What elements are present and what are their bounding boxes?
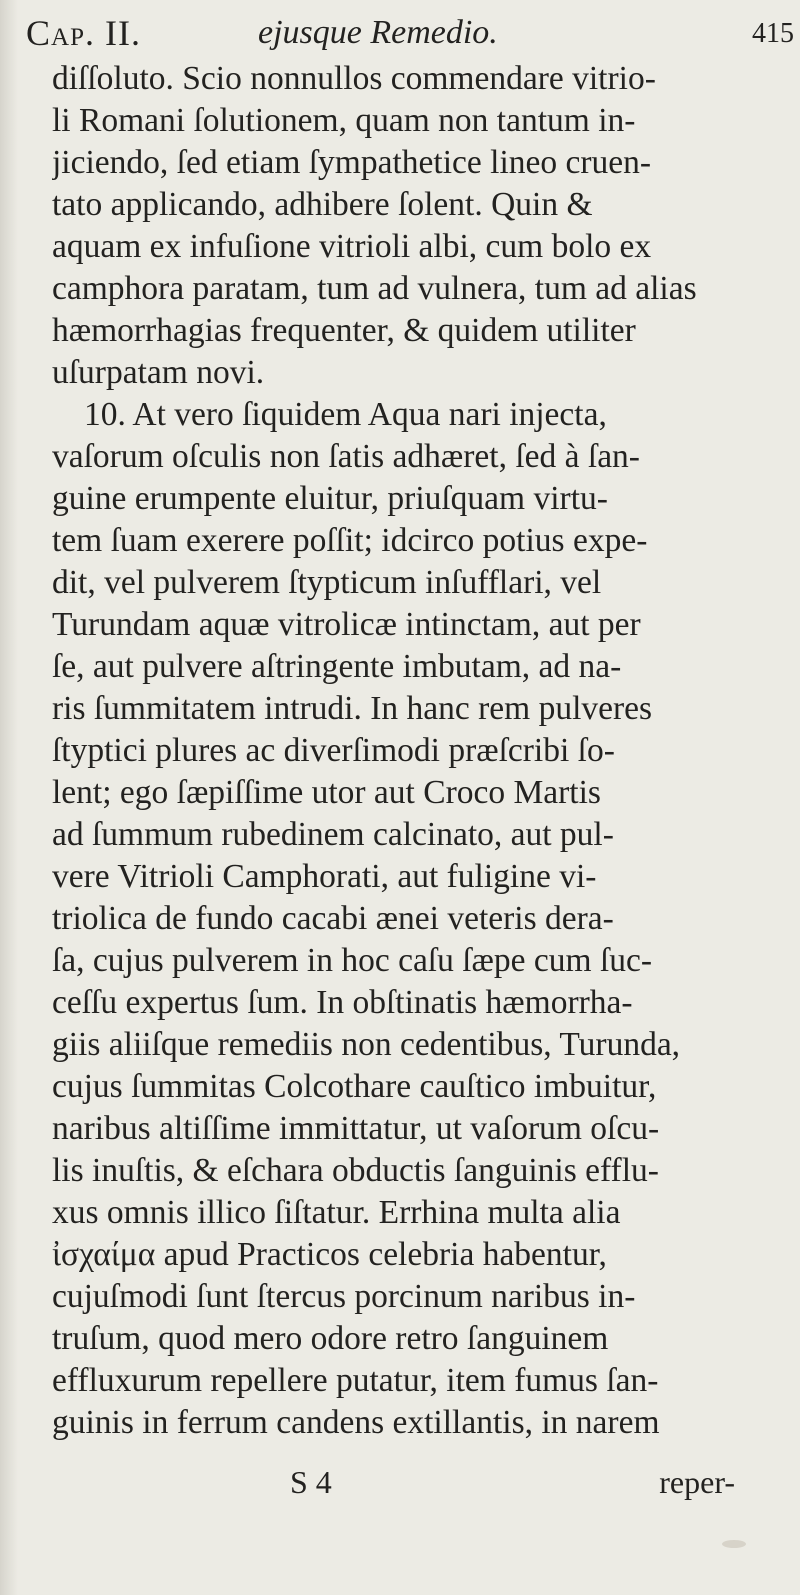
text-line: guinis in ferrum candens extillantis, in narem xyxy=(52,1404,660,1441)
text-line: xus omnis illico ſiſtatur. Errhina multa alia xyxy=(52,1194,621,1231)
paper-stain xyxy=(722,1540,746,1548)
running-title: ejusque Remedio. xyxy=(258,14,498,51)
text-line: triolica de fundo cacabi ænei veteris dera- xyxy=(52,900,614,937)
text-line: vere Vitrioli Camphorati, aut fuligine vi- xyxy=(52,858,597,895)
text-line: aquam ex infuſione vitrioli albi, cum bolo ex xyxy=(52,228,652,265)
text-body xyxy=(52,58,797,1444)
text-line: effluxurum repellere putatur, item fumus ſan- xyxy=(52,1362,659,1399)
text-line: ſe, aut pulvere aſtringente imbutam, ad na- xyxy=(52,648,622,685)
running-head xyxy=(26,12,794,64)
text-line: li Romani ſolutionem, quam non tantum in- xyxy=(52,102,636,139)
text-line: lis inuſtis, & eſchara obductis ſanguinis efflu- xyxy=(52,1152,659,1189)
page-gutter-shadow xyxy=(0,0,18,1595)
chapter-label: Cap. II. xyxy=(26,13,141,53)
text-line: ceſſu expertus ſum. In obſtinatis hæmorrha- xyxy=(52,984,633,1021)
text-line: ris ſummitatem intrudi. In hanc rem pulveres xyxy=(52,690,653,727)
text-line: camphora paratam, tum ad vulnera, tum ad alias xyxy=(52,270,697,307)
text-line: Turundam aquæ vitrolicæ intinctam, aut per xyxy=(52,606,641,643)
text-line: diſſoluto. Scio nonnullos commendare vitrio- xyxy=(52,60,656,97)
text-line: hæmorrhagias frequenter, & quidem utiliter xyxy=(52,312,636,349)
text-line: ſa, cujus pulverem in hoc caſu ſæpe cum ſuc- xyxy=(52,942,653,979)
text-line: uſurpatam novi. xyxy=(52,354,265,391)
text-line: cujuſmodi ſunt ſtercus porcinum naribus in- xyxy=(52,1278,636,1315)
text-line: tato applicando, adhibere ſolent. Quin & xyxy=(52,186,593,223)
text-line: ſtyptici plures ac diverſimodi præſcribi ſo- xyxy=(52,732,615,769)
signature-mark: S 4 xyxy=(290,1464,332,1500)
text-line: ἰσχαίμα apud Practicos celebria habentur, xyxy=(52,1236,607,1273)
text-line: lent; ego ſæpiſſime utor aut Croco Martis xyxy=(52,774,601,811)
text-line: cujus ſummitas Colcothare cauſtico imbuitur, xyxy=(52,1068,657,1105)
text-line: tem ſuam exerere poſſit; idcirco potius expe- xyxy=(52,522,648,559)
text-line: giis aliiſque remediis non cedentibus, Turunda, xyxy=(52,1026,681,1063)
text-line: truſum, quod mero odore retro ſanguinem xyxy=(52,1320,609,1357)
text-line: vaſorum oſculis non ſatis adhæret, ſed à ſan- xyxy=(52,438,640,475)
text-line: guine erumpente eluitur, priuſquam virtu- xyxy=(52,480,608,517)
text-line: 10. At vero ſiquidem Aqua nari injecta, xyxy=(84,396,607,433)
text-line: ad ſummum rubedinem calcinato, aut pul- xyxy=(52,816,614,853)
text-line: jiciendo, ſed etiam ſympathetice lineo cruen- xyxy=(52,144,652,181)
text-line: dit, vel pulverem ſtypticum inſufflari, vel xyxy=(52,564,602,601)
page-footer xyxy=(52,1464,797,1506)
page-number: 415 xyxy=(752,18,794,49)
catchword: reper- xyxy=(659,1464,735,1500)
text-line: naribus altiſſime immittatur, ut vaſorum oſcu- xyxy=(52,1110,660,1147)
